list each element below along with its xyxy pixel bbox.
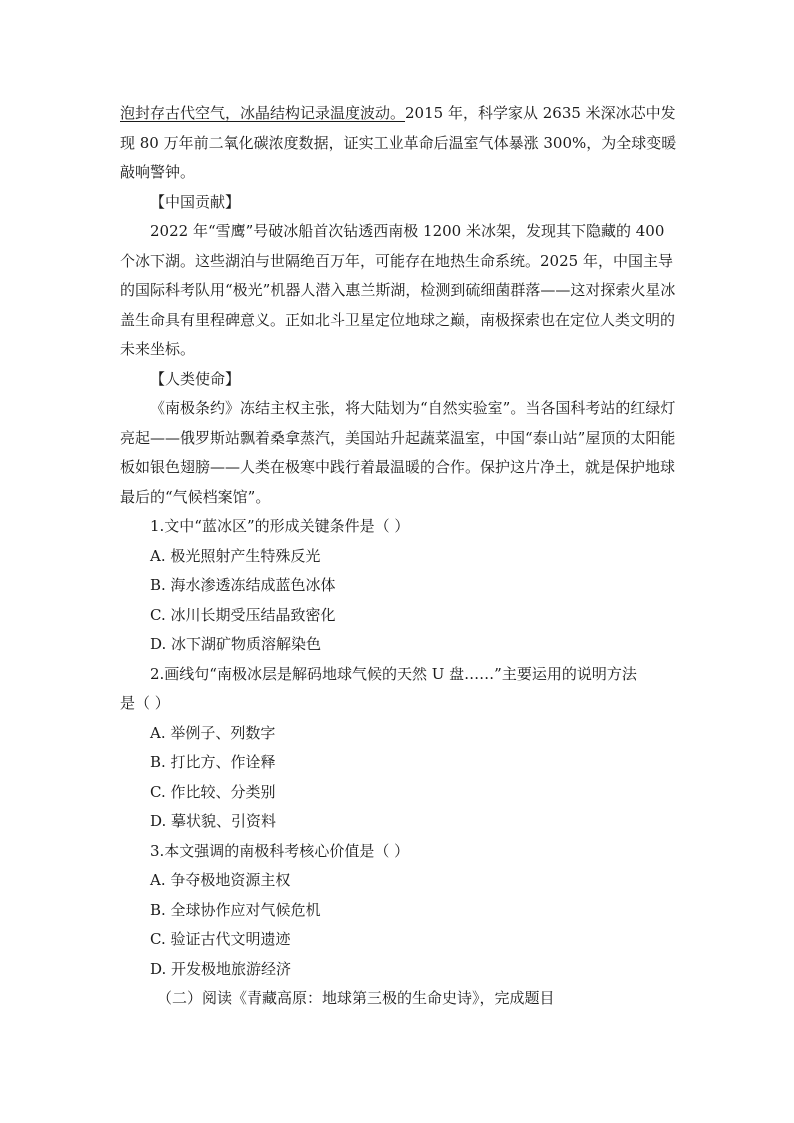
question-3: 3.本文强调的南极科考核心价值是（ ）: [150, 841, 410, 860]
question-1-option-d: D. 冰下湖矿物质溶解染色: [150, 635, 322, 653]
question-3-option-c: C. 验证古代文明遗迹: [150, 930, 291, 948]
question-2: 2.画线句“南极冰层是解码地球气候的天然 U 盘……”主要运用的说明方法: [150, 664, 637, 683]
next-section-heading: （二）阅读《青藏高原：地球第三极的生命史诗》，完成题目: [157, 989, 555, 1007]
section-heading-china-contribution: 【中国贡献】: [150, 192, 241, 211]
question-2-continued: 是（ ）: [120, 694, 170, 712]
question-2-option-b: B. 打比方、作诠释: [150, 753, 276, 771]
paragraph-human-mission: 《南极条约》冻结主权主张，将大陆划为“自然实验室”。当各国科考站的红绿灯亮起——俄罗斯站飘着桑拿蒸汽，美国站升起蔬菜温室，中国“泰山站”屋顶的太阳能板如银色翅膀——人类在极寒中践行着最温暖的合作。保护这片净土，就是保护地球最后的“气候档案馆”。: [120, 399, 676, 506]
question-1-option-a: A. 极光照射产生特殊反光: [150, 546, 321, 565]
question-2-option-c: C. 作比较、分类别: [150, 782, 276, 801]
underlined-sentence-end: 泡封存古代空气，冰晶结构记录温度波动。: [120, 104, 406, 122]
question-2-option-a: A. 举例子、列数字: [150, 723, 276, 742]
section-heading-human-mission: 【人类使命】: [150, 369, 241, 388]
question-1-option-b: B. 海水渗透冻结成蓝色冰体: [150, 576, 336, 594]
paragraph-china-contribution: 2022 年“雪鹰”号破冰船首次钻透西南极 1200 米冰架，发现其下隐藏的 400 个冰下湖。这些湖泊与世隔绝百万年，可能存在地热生命系统。2025 年，中国主导的国际科考队用“极光”机器人潜入惠兰斯湖，检测到硫细菌群落——这对探索火星冰盖生命具有里程碑意义。正如北斗卫星定位地球之巅，南极探索也在定位人类文明的未来坐标。: [120, 222, 676, 358]
paragraph-continued: 泡封存古代空气，冰晶结构记录温度波动。2015 年，科学家从 2635 米深冰芯中发现 80 万年前二氧化碳浓度数据，证实工业革命后温室气体暴涨 300%，为全球变暖敲响警钟。: [120, 104, 677, 181]
document-body: [120, 99, 680, 1014]
question-1-option-c: C. 冰川长期受压结晶致密化: [150, 605, 336, 624]
question-1: 1.文中“蓝冰区”的形成关键条件是（ ）: [150, 517, 410, 535]
question-3-option-b: B. 全球协作应对气候危机: [150, 900, 321, 919]
question-2-option-d: D. 摹状貌、引资料: [150, 812, 277, 830]
question-3-option-a: A. 争夺极地资源主权: [150, 871, 291, 889]
question-3-option-d: D. 开发极地旅游经济: [150, 959, 292, 978]
